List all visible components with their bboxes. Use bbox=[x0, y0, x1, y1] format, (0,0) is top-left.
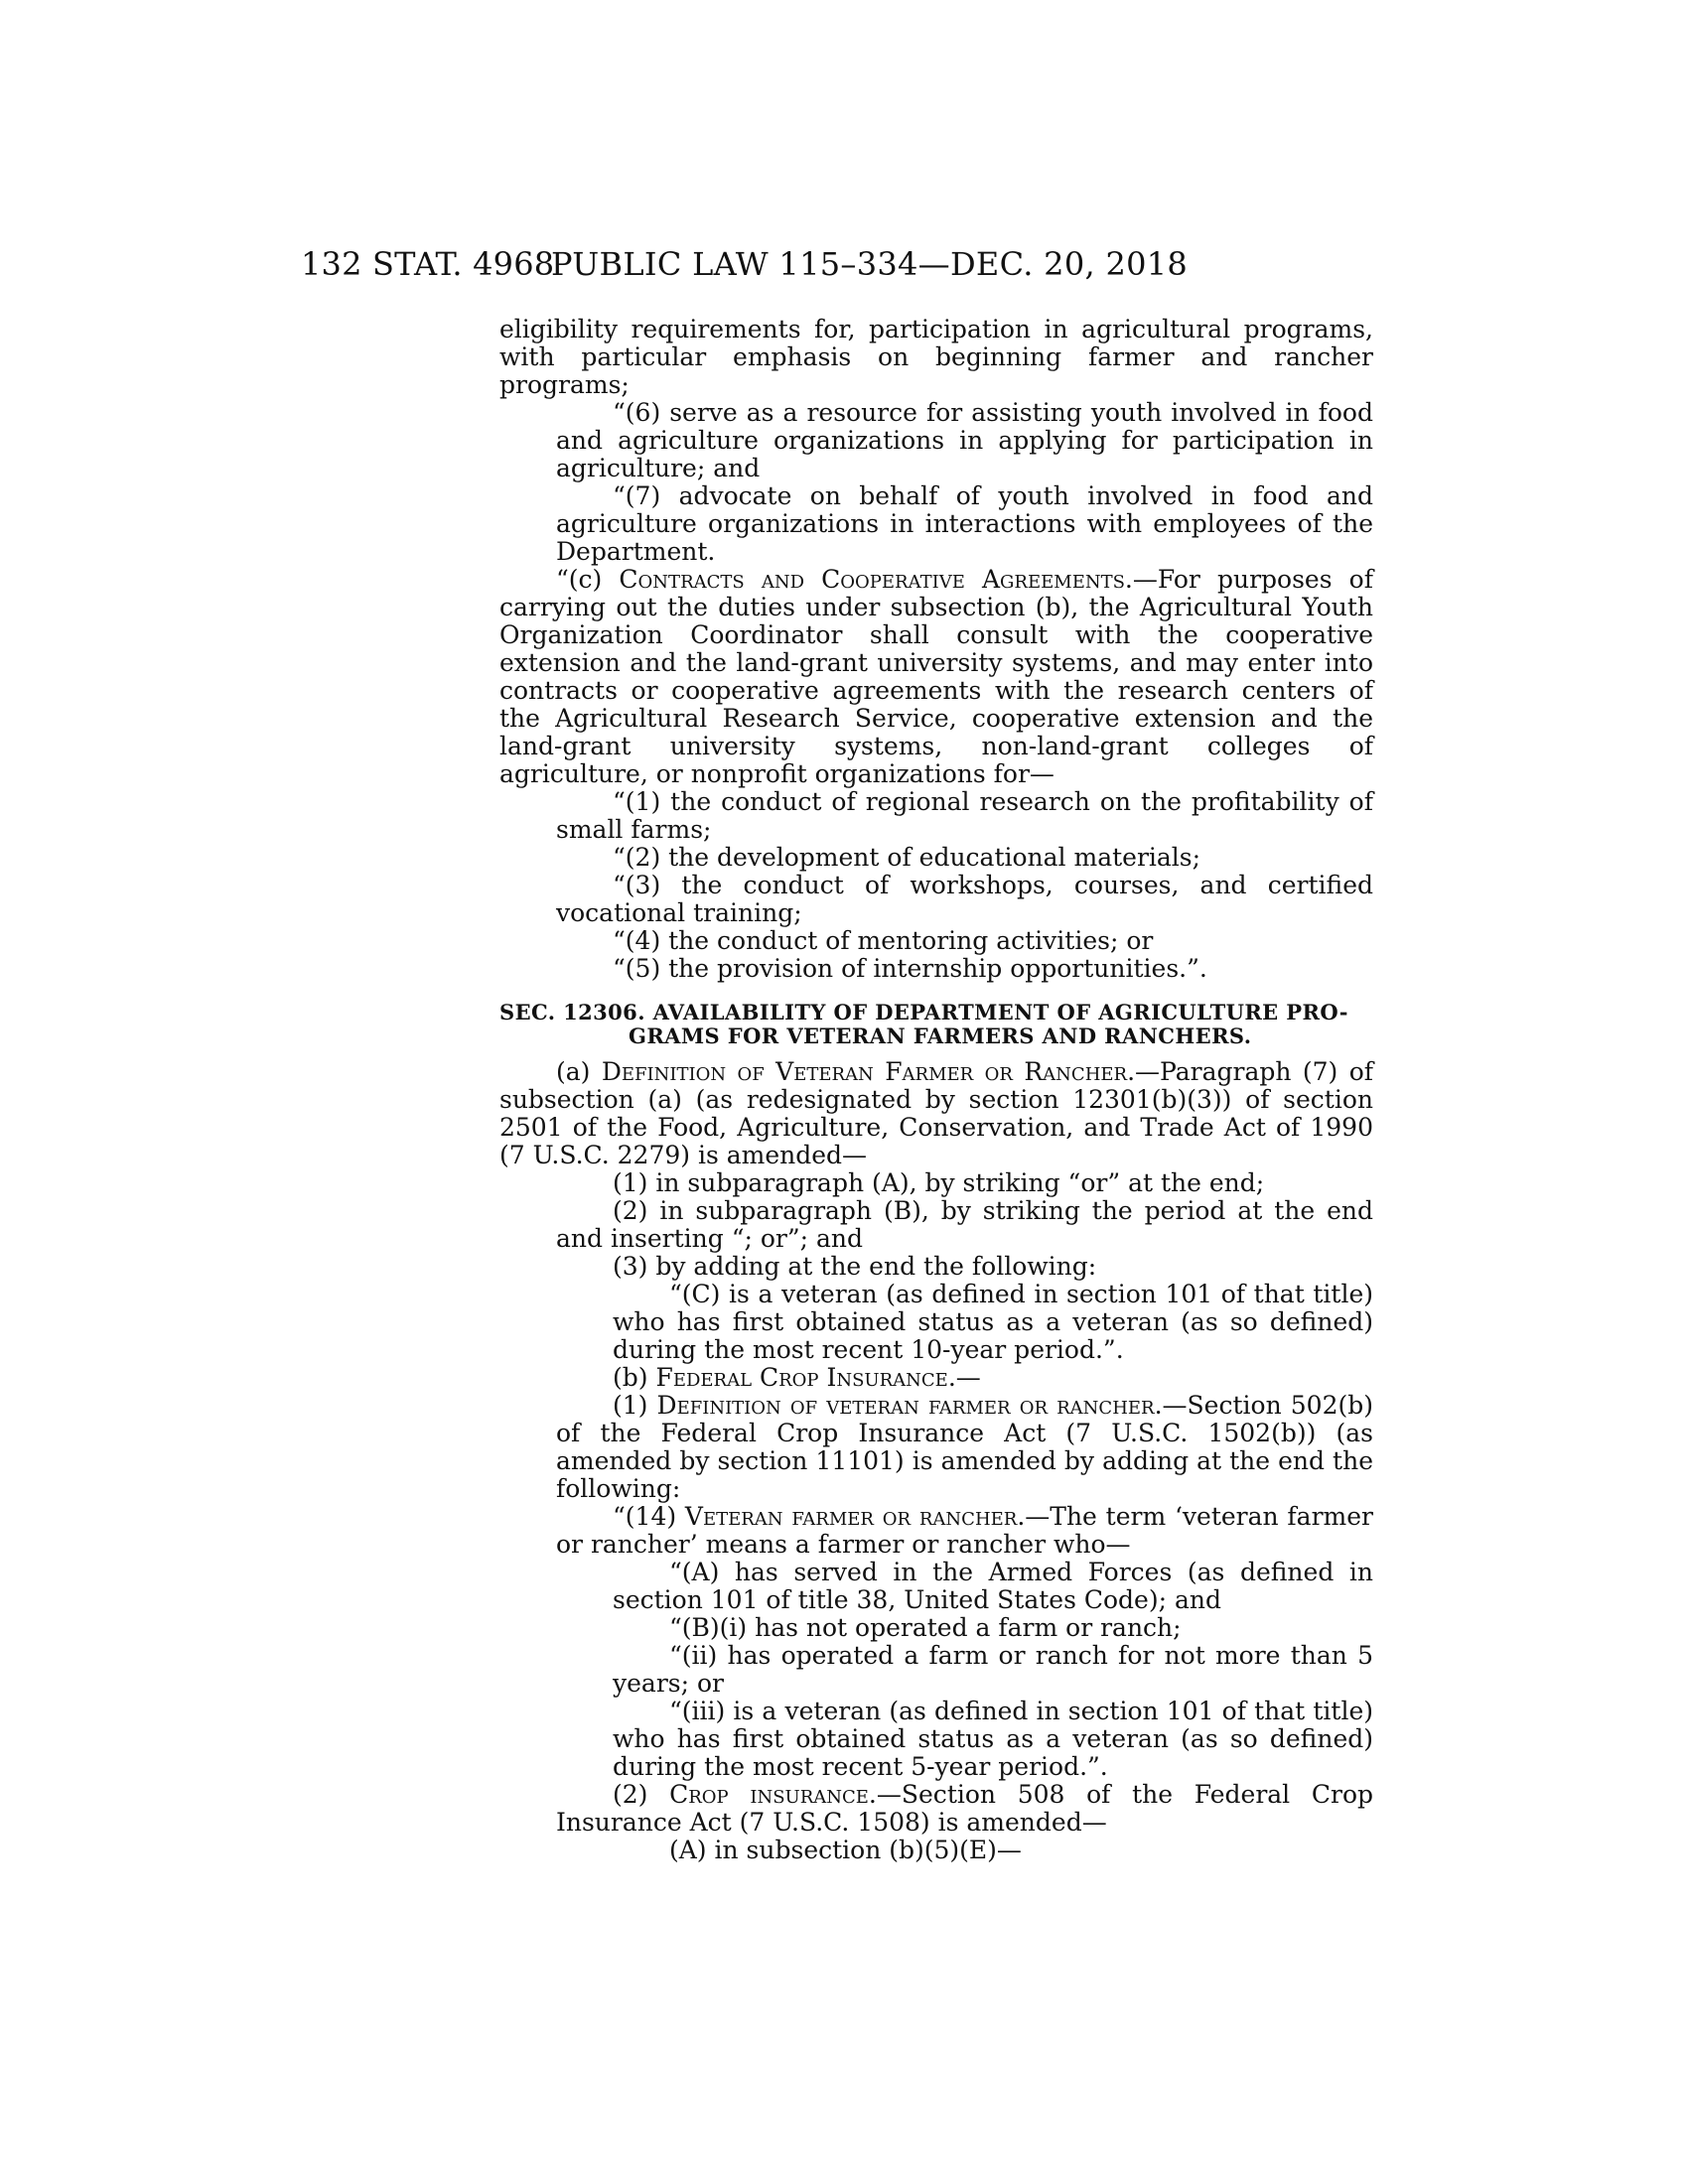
subsection-c-lead: “(c) bbox=[556, 565, 620, 594]
paragraph-14-item-b-i: “(B)(i) has not operated a farm or ranch; bbox=[669, 1613, 1182, 1642]
subsection-b-paragraph-2 bbox=[499, 1781, 1373, 1837]
subsection-b-dash: — bbox=[955, 1363, 981, 1392]
subsection-b-paragraph-1 bbox=[499, 1392, 1373, 1503]
subsection-a-item-1: (1) in subparagraph (A), by striking “or” at the end; bbox=[613, 1168, 1265, 1197]
statute-page-reference: 132 STAT. 4968 bbox=[301, 245, 555, 283]
subsection-c-item-3: “(3) the conduct of workshops, courses, and certified vocational training; bbox=[556, 871, 1373, 927]
subsection-c-item-1: “(1) the conduct of regional research on the profitability of small farms; bbox=[556, 787, 1373, 844]
subsection-a-lead: (a) bbox=[556, 1057, 602, 1086]
subsection-a-item-2: (2) in subparagraph (B), by striking the period at the end and inserting “; or”; and bbox=[556, 1196, 1373, 1253]
subsection-c-text: —For purposes of carrying out the duties under subsection (b), the Agricultural Youth Organization Coordinator shall consult with the cooperative extension and the land-grant university systems, and may enter into contracts or cooperative agreements with the research centers of the Agricultural Research Service, cooperative extension and the land-grant university systems, non-land-grant colleges of agriculture, or nonprofit organizations for— bbox=[499, 565, 1373, 788]
paragraph-1-heading: Definition of veteran farmer or rancher. bbox=[656, 1391, 1163, 1420]
subsection-c-item-4: “(4) the conduct of mentoring activities; or bbox=[613, 926, 1154, 955]
subsection-a bbox=[499, 1058, 1373, 1169]
section-heading-line-1: SEC. 12306. AVAILABILITY OF DEPARTMENT OF AGRICULTURE PRO- bbox=[499, 1000, 1348, 1024]
paragraph-14 bbox=[499, 1503, 1373, 1559]
section-heading-line-2: GRAMS FOR VETERAN FARMERS AND RANCHERS. bbox=[629, 1024, 1252, 1048]
subsection-a-heading: Definition of Veteran Farmer or Rancher. bbox=[601, 1057, 1136, 1086]
subsection-c bbox=[499, 566, 1373, 788]
subsection-b bbox=[499, 1364, 1373, 1392]
subsection-a-quoted-c: “(C) is a veteran (as defined in section 101 of that title) who has first obtained status as a veteran (as so defined) during the most recent 10-year period.”. bbox=[613, 1280, 1373, 1364]
paragraph-2-item-a: (A) in subsection (b)(5)(E)— bbox=[669, 1836, 1022, 1864]
paragraph-2-heading: Crop insurance. bbox=[669, 1780, 877, 1809]
paragraph-7: “(7) advocate on behalf of youth involved in food and agriculture organizations in interactions with employees of the Department. bbox=[556, 481, 1373, 566]
document-body bbox=[499, 316, 1373, 1864]
paragraph-14-item-a: “(A) has served in the Armed Forces (as defined in section 101 of title 38, United States Code); and bbox=[613, 1558, 1373, 1614]
paragraph-2-text: —Section 508 of the Federal Crop Insurance Act (7 U.S.C. 1508) is amended— bbox=[556, 1780, 1374, 1837]
subsection-b-heading: Federal Crop Insurance. bbox=[655, 1363, 956, 1392]
paragraph-14-item-ii: “(ii) has operated a farm or ranch for not more than 5 years; or bbox=[613, 1641, 1373, 1698]
continuation-paragraph: eligibility requirements for, participation in agricultural programs, with particular emphasis on beginning farmer and rancher programs; bbox=[499, 315, 1373, 399]
subsection-b-lead: (b) bbox=[613, 1363, 656, 1392]
paragraph-14-item-iii: “(iii) is a veteran (as defined in section 101 of that title) who has first obtained status as a veteran (as so defined) during the most recent 5-year period.”. bbox=[613, 1697, 1373, 1781]
section-heading bbox=[499, 1001, 1373, 1048]
subsection-c-heading: Contracts and Cooperative Agreements. bbox=[619, 565, 1133, 594]
subsection-a-item-3: (3) by adding at the end the following: bbox=[613, 1252, 1097, 1281]
paragraph-1-text: —Section 502(b) of the Federal Crop Insurance Act (7 U.S.C. 1502(b)) (as amended by section 11101) is amended by adding at the end the following: bbox=[556, 1391, 1374, 1503]
paragraph-14-lead: “(14) bbox=[613, 1502, 685, 1531]
subsection-a-text: —Paragraph (7) of subsection (a) (as redesignated by section 12301(b)(3)) of section 2501 of the Food, Agriculture, Conservation, and Trade Act of 1990 (7 U.S.C. 2279) is amended— bbox=[499, 1057, 1374, 1169]
paragraph-6: “(6) serve as a resource for assisting youth involved in food and agriculture organizations in applying for participation in agriculture; and bbox=[556, 398, 1373, 482]
paragraph-2-lead: (2) bbox=[613, 1780, 670, 1809]
paragraph-1-lead: (1) bbox=[613, 1391, 657, 1420]
paragraph-14-heading: Veteran farmer or rancher. bbox=[684, 1502, 1026, 1531]
subsection-c-item-2: “(2) the development of educational materials; bbox=[613, 843, 1201, 872]
running-header-title: PUBLIC LAW 115–334—DEC. 20, 2018 bbox=[551, 245, 1189, 283]
paragraph-14-text: —The term ‘veteran farmer or rancher’ means a farmer or rancher who— bbox=[556, 1502, 1373, 1559]
subsection-c-item-5: “(5) the provision of internship opportunities.”. bbox=[613, 954, 1207, 983]
